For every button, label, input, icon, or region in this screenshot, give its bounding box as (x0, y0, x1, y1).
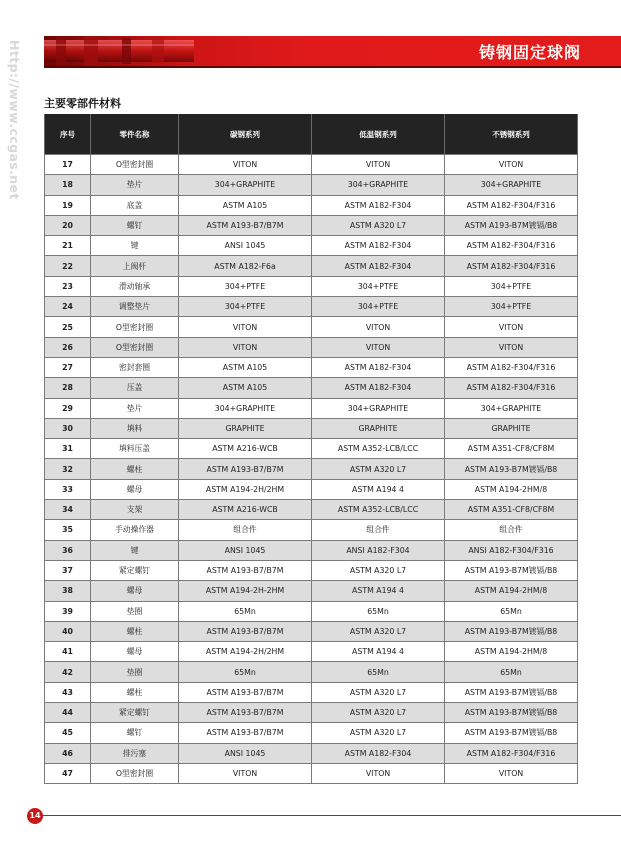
cell-part-name: 键 (91, 540, 179, 560)
table-row (45, 703, 578, 723)
cell-carbon-steel: ASTM A193-B7/B7M (179, 682, 312, 702)
header-carbon-steel: 碳钢系列 (179, 114, 312, 155)
table-row (45, 418, 578, 438)
cell-stainless-steel: ASTM A194-2HM/8 (445, 479, 578, 499)
cell-low-temp-steel: VITON (312, 155, 445, 175)
cell-carbon-steel: ANSI 1045 (179, 236, 312, 256)
cell-carbon-steel: ASTM A193-B7/B7M (179, 703, 312, 723)
cell-part-name: O型密封圈 (91, 337, 179, 357)
cell-low-temp-steel: 65Mn (312, 601, 445, 621)
cell-stainless-steel: ASTM A193-B7M镀镉/B8 (445, 682, 578, 702)
cell-part-name: 螺母 (91, 642, 179, 662)
cell-part-name: 填料 (91, 418, 179, 438)
cell-low-temp-steel: ASTM A320 L7 (312, 560, 445, 580)
cell-part-name: 螺母 (91, 479, 179, 499)
table-row (45, 317, 578, 337)
cell-stainless-steel: GRAPHITE (445, 418, 578, 438)
table-row (45, 723, 578, 743)
cell-part-name: 密封套圈 (91, 357, 179, 377)
cell-stainless-steel: ASTM A193-B7M镀镉/B8 (445, 459, 578, 479)
cell-number: 34 (45, 500, 91, 520)
table-row (45, 357, 578, 377)
cell-low-temp-steel: ASTM A320 L7 (312, 459, 445, 479)
cell-number: 45 (45, 723, 91, 743)
table-row (45, 560, 578, 580)
table-row (45, 256, 578, 276)
cell-number: 23 (45, 276, 91, 296)
cell-low-temp-steel: 65Mn (312, 662, 445, 682)
header-part-name: 零件名称 (91, 114, 179, 155)
cell-low-temp-steel: ASTM A182-F304 (312, 236, 445, 256)
cell-stainless-steel: 304+PTFE (445, 276, 578, 296)
cell-stainless-steel: ASTM A193-B7M镀镉/B8 (445, 215, 578, 235)
cell-low-temp-steel: ASTM A320 L7 (312, 703, 445, 723)
table-row (45, 763, 578, 783)
cell-stainless-steel: 304+GRAPHITE (445, 398, 578, 418)
cell-low-temp-steel: 组合件 (312, 520, 445, 540)
table-row (45, 337, 578, 357)
cell-stainless-steel: ASTM A194-2HM/8 (445, 581, 578, 601)
cell-carbon-steel: ASTM A193-B7/B7M (179, 560, 312, 580)
cell-number: 42 (45, 662, 91, 682)
cell-carbon-steel: 304+PTFE (179, 276, 312, 296)
cell-number: 19 (45, 195, 91, 215)
header-number: 序号 (45, 114, 91, 155)
cell-low-temp-steel: ASTM A194 4 (312, 581, 445, 601)
cell-part-name: O型密封圈 (91, 317, 179, 337)
table-row (45, 155, 578, 175)
cell-number: 33 (45, 479, 91, 499)
cell-number: 32 (45, 459, 91, 479)
section-title: 主要零部件材料 (44, 97, 121, 110)
cell-part-name: 垫圈 (91, 601, 179, 621)
cell-carbon-steel: 304+GRAPHITE (179, 398, 312, 418)
cell-part-name: 紧定螺钉 (91, 703, 179, 723)
table-row (45, 662, 578, 682)
cell-part-name: 螺钉 (91, 723, 179, 743)
table-row (45, 500, 578, 520)
header-low-temp-steel: 低温钢系列 (312, 114, 445, 155)
cell-part-name: 螺母 (91, 581, 179, 601)
cell-carbon-steel: ASTM A216-WCB (179, 439, 312, 459)
table-row (45, 236, 578, 256)
cell-number: 44 (45, 703, 91, 723)
cell-low-temp-steel: ASTM A352-LCB/LCC (312, 500, 445, 520)
cell-number: 26 (45, 337, 91, 357)
cell-carbon-steel: 304+PTFE (179, 297, 312, 317)
cell-number: 27 (45, 357, 91, 377)
cell-low-temp-steel: ASTM A182-F304 (312, 357, 445, 377)
cell-stainless-steel: ASTM A351-CF8/CF8M (445, 500, 578, 520)
cell-low-temp-steel: ASTM A182-F304 (312, 195, 445, 215)
cell-carbon-steel: ASTM A194-2H-2HM (179, 581, 312, 601)
cell-part-name: 垫片 (91, 175, 179, 195)
table-row (45, 175, 578, 195)
cell-part-name: 垫圈 (91, 662, 179, 682)
cell-stainless-steel: ASTM A182-F304/F316 (445, 743, 578, 763)
cell-part-name: O型密封圈 (91, 155, 179, 175)
cell-stainless-steel: ASTM A182-F304/F316 (445, 357, 578, 377)
cell-low-temp-steel: ASTM A182-F304 (312, 743, 445, 763)
cell-part-name: 螺柱 (91, 621, 179, 641)
cell-number: 38 (45, 581, 91, 601)
cell-number: 22 (45, 256, 91, 276)
cell-part-name: 排污塞 (91, 743, 179, 763)
cell-number: 21 (45, 236, 91, 256)
cell-carbon-steel: VITON (179, 337, 312, 357)
cell-number: 17 (45, 155, 91, 175)
cell-carbon-steel: VITON (179, 155, 312, 175)
cell-low-temp-steel: ASTM A320 L7 (312, 723, 445, 743)
cell-low-temp-steel: VITON (312, 763, 445, 783)
cell-part-name: 螺钉 (91, 215, 179, 235)
vertical-website-url: Http://www.ccgas.net (7, 40, 22, 200)
cell-carbon-steel: ASTM A193-B7/B7M (179, 621, 312, 641)
table-header-row (45, 114, 578, 155)
cell-low-temp-steel: ASTM A182-F304 (312, 378, 445, 398)
cell-number: 46 (45, 743, 91, 763)
cell-carbon-steel: ASTM A105 (179, 195, 312, 215)
cell-stainless-steel: VITON (445, 763, 578, 783)
table-row (45, 195, 578, 215)
banner-title: 铸钢固定球阀 (478, 43, 581, 62)
cell-number: 31 (45, 439, 91, 459)
cell-part-name: 紧定螺钉 (91, 560, 179, 580)
cell-stainless-steel: ASTM A193-B7M镀镉/B8 (445, 703, 578, 723)
cell-carbon-steel: ASTM A194-2H/2HM (179, 479, 312, 499)
cell-stainless-steel: ANSI A182-F304/F316 (445, 540, 578, 560)
table-row (45, 398, 578, 418)
table-row (45, 459, 578, 479)
cell-low-temp-steel: 304+GRAPHITE (312, 175, 445, 195)
cell-number: 25 (45, 317, 91, 337)
cell-part-name: 垫片 (91, 398, 179, 418)
cell-low-temp-steel: ANSI A182-F304 (312, 540, 445, 560)
cell-number: 36 (45, 540, 91, 560)
cell-part-name: 调整垫片 (91, 297, 179, 317)
cell-carbon-steel: ASTM A193-B7/B7M (179, 459, 312, 479)
cell-low-temp-steel: ASTM A194 4 (312, 479, 445, 499)
cell-number: 37 (45, 560, 91, 580)
cell-part-name: O型密封圈 (91, 763, 179, 783)
cell-part-name: 键 (91, 236, 179, 256)
cell-carbon-steel: ASTM A105 (179, 357, 312, 377)
footer-rule (40, 815, 621, 816)
table-body (45, 155, 578, 784)
cell-stainless-steel: ASTM A182-F304/F316 (445, 195, 578, 215)
cell-carbon-steel: 65Mn (179, 662, 312, 682)
pipe-valve-banner-image (44, 36, 194, 66)
cell-part-name: 支架 (91, 500, 179, 520)
cell-part-name: 滑动轴承 (91, 276, 179, 296)
cell-number: 24 (45, 297, 91, 317)
cell-carbon-steel: ASTM A193-B7/B7M (179, 723, 312, 743)
cell-stainless-steel: ASTM A182-F304/F316 (445, 256, 578, 276)
cell-low-temp-steel: ASTM A182-F304 (312, 256, 445, 276)
cell-stainless-steel: VITON (445, 317, 578, 337)
cell-carbon-steel: 65Mn (179, 601, 312, 621)
cell-number: 43 (45, 682, 91, 702)
title-banner (44, 36, 621, 66)
cell-part-name: 压盖 (91, 378, 179, 398)
cell-part-name: 上阀杆 (91, 256, 179, 276)
cell-number: 39 (45, 601, 91, 621)
table-row (45, 540, 578, 560)
cell-low-temp-steel: ASTM A320 L7 (312, 621, 445, 641)
cell-carbon-steel: 组合件 (179, 520, 312, 540)
cell-carbon-steel: VITON (179, 763, 312, 783)
cell-carbon-steel: ASTM A193-B7/B7M (179, 215, 312, 235)
cell-stainless-steel: 65Mn (445, 662, 578, 682)
materials-table (44, 114, 578, 784)
table-row (45, 682, 578, 702)
table-row (45, 276, 578, 296)
cell-carbon-steel: ANSI 1045 (179, 540, 312, 560)
cell-number: 47 (45, 763, 91, 783)
page-number-badge: 14 (27, 808, 43, 824)
cell-stainless-steel: ASTM A193-B7M镀镉/B8 (445, 560, 578, 580)
cell-number: 28 (45, 378, 91, 398)
cell-low-temp-steel: ASTM A352-LCB/LCC (312, 439, 445, 459)
cell-stainless-steel: VITON (445, 155, 578, 175)
cell-part-name: 螺柱 (91, 459, 179, 479)
cell-part-name: 螺柱 (91, 682, 179, 702)
cell-part-name: 填料压盖 (91, 439, 179, 459)
cell-low-temp-steel: ASTM A320 L7 (312, 215, 445, 235)
cell-number: 29 (45, 398, 91, 418)
cell-part-name: 底盖 (91, 195, 179, 215)
cell-stainless-steel: ASTM A182-F304/F316 (445, 236, 578, 256)
cell-low-temp-steel: 304+PTFE (312, 297, 445, 317)
cell-number: 40 (45, 621, 91, 641)
cell-part-name: 手动操作器 (91, 520, 179, 540)
cell-low-temp-steel: VITON (312, 337, 445, 357)
cell-carbon-steel: 304+GRAPHITE (179, 175, 312, 195)
cell-carbon-steel: ASTM A216-WCB (179, 500, 312, 520)
cell-low-temp-steel: ASTM A194 4 (312, 642, 445, 662)
cell-low-temp-steel: VITON (312, 317, 445, 337)
table-row (45, 479, 578, 499)
table-row (45, 743, 578, 763)
cell-carbon-steel: ASTM A105 (179, 378, 312, 398)
cell-stainless-steel: ASTM A193-B7M镀镉/B8 (445, 621, 578, 641)
cell-stainless-steel: 304+PTFE (445, 297, 578, 317)
table-row (45, 601, 578, 621)
cell-stainless-steel: 65Mn (445, 601, 578, 621)
cell-stainless-steel: 304+GRAPHITE (445, 175, 578, 195)
cell-stainless-steel: ASTM A193-B7M镀镉/B8 (445, 723, 578, 743)
cell-stainless-steel: 组合件 (445, 520, 578, 540)
table-row (45, 520, 578, 540)
cell-carbon-steel: ASTM A194-2H/2HM (179, 642, 312, 662)
cell-number: 30 (45, 418, 91, 438)
table-row (45, 378, 578, 398)
cell-stainless-steel: ASTM A182-F304/F316 (445, 378, 578, 398)
cell-stainless-steel: ASTM A351-CF8/CF8M (445, 439, 578, 459)
table-row (45, 642, 578, 662)
cell-carbon-steel: ANSI 1045 (179, 743, 312, 763)
cell-carbon-steel: VITON (179, 317, 312, 337)
cell-carbon-steel: ASTM A182-F6a (179, 256, 312, 276)
cell-low-temp-steel: GRAPHITE (312, 418, 445, 438)
table-row (45, 215, 578, 235)
table-row (45, 621, 578, 641)
cell-number: 35 (45, 520, 91, 540)
table-row (45, 581, 578, 601)
cell-low-temp-steel: ASTM A320 L7 (312, 682, 445, 702)
table-row (45, 439, 578, 459)
cell-stainless-steel: ASTM A194-2HM/8 (445, 642, 578, 662)
cell-stainless-steel: VITON (445, 337, 578, 357)
cell-carbon-steel: GRAPHITE (179, 418, 312, 438)
header-stainless-steel: 不锈钢系列 (445, 114, 578, 155)
cell-low-temp-steel: 304+GRAPHITE (312, 398, 445, 418)
table-row (45, 297, 578, 317)
cell-number: 20 (45, 215, 91, 235)
cell-number: 18 (45, 175, 91, 195)
cell-low-temp-steel: 304+PTFE (312, 276, 445, 296)
cell-number: 41 (45, 642, 91, 662)
